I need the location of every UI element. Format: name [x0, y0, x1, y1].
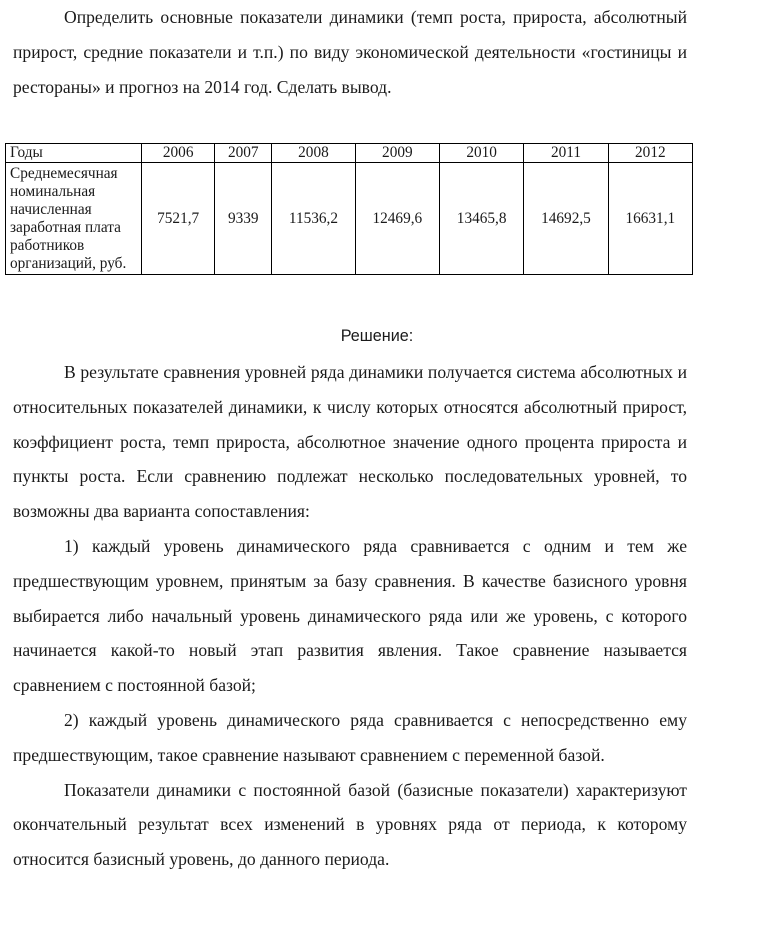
paragraph-intro: В результате сравнения уровней ряда динамики получается система абсолютных и относительных показателей динамики, к числу которых относятся абсолютный прирост, коэффициент роста, темп прироста, абсолютное значение одного процента прироста и пункты роста. Если сравнению подлежат несколько последовательных уровней, то возможны два варианта сопоставления:	[13, 362, 687, 522]
paragraph-item-1: 1) каждый уровень динамического ряда сравнивается с одним и тем же предшествующим уровнем, принятым за базу сравнения. В качестве базисного уровня выбирается либо начальный уровень динамического ряда или же уровень, с которого начинается какой-то новый этап развития явления. Такое сравнение называется сравнением с постоянной базой;	[13, 535, 687, 696]
year-cell: 2011	[524, 144, 608, 163]
value-cell: 11536,2	[272, 163, 356, 275]
row-label-cell: Среднемесячная номинальная начисленная заработная плата работников организаций, руб.	[6, 163, 142, 275]
solution-heading: Решение:	[340, 327, 414, 345]
year-cell: 2012	[608, 144, 692, 163]
header-label-cell: Годы	[6, 144, 142, 163]
body-text	[13, 355, 687, 877]
value-cell: 12469,6	[355, 163, 439, 275]
paragraph-item-2: 2) каждый уровень динамического ряда сравнивается с непосредственно ему предшествующим, такое сравнение называют сравнением с переменной базой.	[13, 709, 687, 765]
year-cell: 2010	[440, 144, 524, 163]
year-cell: 2007	[215, 144, 272, 163]
year-cell: 2009	[355, 144, 439, 163]
value-cell: 16631,1	[608, 163, 692, 275]
task-paragraph: Определить основные показатели динамики (темп роста, прироста, абсолютный прирост, средние показатели и т.п.) по виду экономической деятельности «гостиницы и рестораны» и прогноз на 2014 год. Сделать вывод.	[13, 7, 687, 97]
paragraph-base-indicators: Показатели динамики с постоянной базой (базисные показатели) характеризуют окончательный результат всех изменений в уровнях ряда от периода, к которому относится базисный уровень, до данного периода.	[13, 779, 687, 870]
value-cell: 13465,8	[440, 163, 524, 275]
table-row	[6, 163, 693, 275]
wage-table	[5, 143, 693, 275]
year-cell: 2006	[142, 144, 215, 163]
value-cell: 7521,7	[142, 163, 215, 275]
year-cell: 2008	[272, 144, 356, 163]
table-header-row	[6, 144, 693, 163]
value-cell: 14692,5	[524, 163, 608, 275]
value-cell: 9339	[215, 163, 272, 275]
